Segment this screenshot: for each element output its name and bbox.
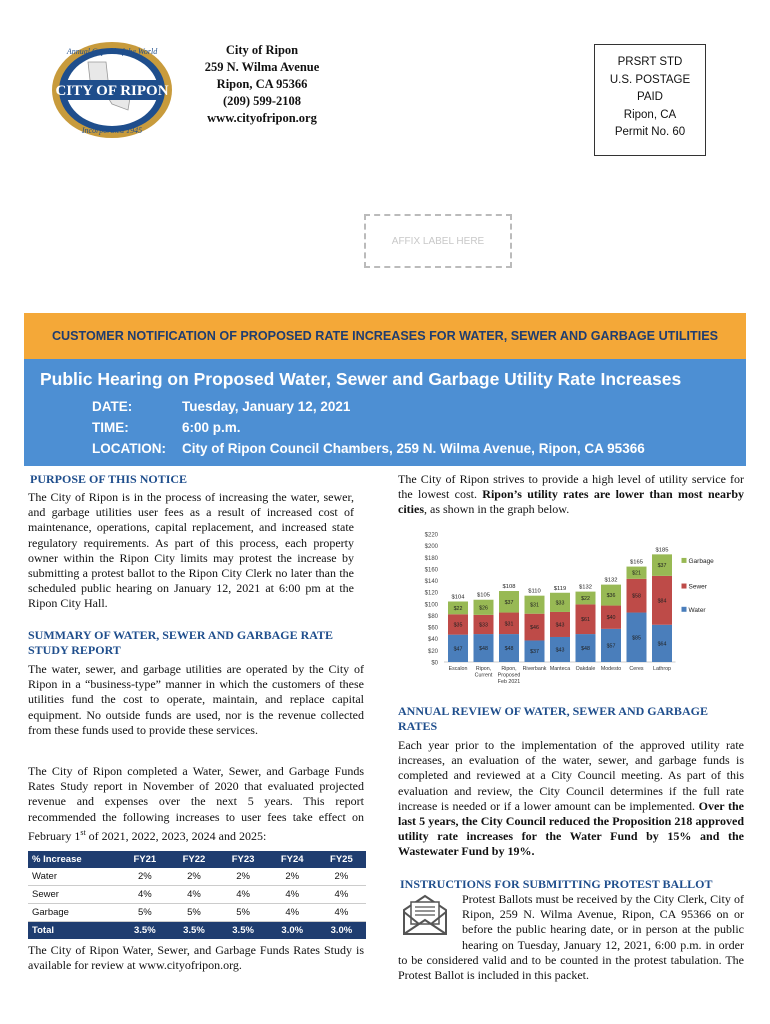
table-cell: 3.0% xyxy=(268,922,317,940)
table-cell: 2% xyxy=(268,868,317,886)
summary-heading: SUMMARY OF WATER, SEWER AND GARBAGE RATE STUDY REPORT xyxy=(28,628,334,657)
segment-data-label: $37 xyxy=(504,599,514,606)
segment-data-label: $22 xyxy=(453,605,463,612)
sender-city: Ripon, CA 95366 xyxy=(216,77,308,91)
segment-data-label: $40 xyxy=(606,615,616,622)
table-row xyxy=(28,868,366,886)
x-tick-label: Modesto xyxy=(600,666,622,672)
hearing-box xyxy=(24,359,746,466)
purpose-heading: PURPOSE OF THIS NOTICE xyxy=(30,472,188,486)
x-tick-label: Ripon, Proposed Feb 2021 xyxy=(497,666,521,685)
segment-data-label: $36 xyxy=(606,593,616,600)
table-cell: Garbage xyxy=(28,904,120,922)
table-cell: 4% xyxy=(317,886,366,904)
total-data-label: $132 xyxy=(604,577,618,584)
study-availability-text: The City of Ripon Water, Sewer, and Garbage Funds Rates Study is available for review at www.cityofripon.org. xyxy=(28,943,364,973)
segment-data-label: $22 xyxy=(581,596,590,602)
table-cell: 5% xyxy=(219,904,268,922)
segment-data-label: $37 xyxy=(657,563,667,570)
segment-data-label: $43 xyxy=(555,647,565,654)
total-data-label: $165 xyxy=(630,559,643,566)
table-header: FY25 xyxy=(317,851,366,868)
postage-line: U.S. POSTAGE xyxy=(609,73,691,86)
table-cell: 4% xyxy=(219,886,268,904)
annual-review-text xyxy=(398,738,744,860)
notification-banner: CUSTOMER NOTIFICATION OF PROPOSED RATE INCREASES FOR WATER, SEWER AND GARBAGE UTILITIES xyxy=(24,313,746,359)
legend-label: Water xyxy=(688,606,706,614)
segment-data-label: $48 xyxy=(581,646,590,653)
segment-data-label: $84 xyxy=(657,598,667,605)
summary-text-2a: The City of Ripon completed a Water, Sewer, and Garbage Funds Rates Study report in November of 2020 that evaluated projected revenue and expenses over the next 5 years. This report recommended the following increases to user fees take effect on February 1 xyxy=(28,764,364,843)
segment-data-label: $85 xyxy=(632,635,641,642)
segment-data-label: $48 xyxy=(504,646,514,653)
sender-street: 259 N. Wilma Avenue xyxy=(204,60,320,74)
table-cell: 4% xyxy=(317,904,366,922)
legend-swatch xyxy=(682,584,687,589)
segment-data-label: $57 xyxy=(606,643,616,650)
y-tick-label: $140 xyxy=(424,579,438,586)
table-cell: 4% xyxy=(120,886,169,904)
y-tick-label: $20 xyxy=(427,648,438,655)
location-value: City of Ripon Council Chambers, 259 N. Wilma Avenue, Ripon, CA 95366 xyxy=(182,441,645,456)
table-cell: 2% xyxy=(219,868,268,886)
table-cell: Total xyxy=(28,922,120,940)
table-total-row xyxy=(28,922,366,940)
table-cell: 3.5% xyxy=(169,922,218,940)
hearing-title: Public Hearing on Proposed Water, Sewer and Garbage Utility Rate Increases xyxy=(40,369,682,389)
table-cell: 2% xyxy=(120,868,169,886)
rate-increase-table xyxy=(28,851,366,939)
legend-label: Garbage xyxy=(688,557,714,565)
table-cell: 3.5% xyxy=(120,922,169,940)
segment-data-label: $21 xyxy=(632,570,641,577)
total-data-label: $185 xyxy=(655,547,669,554)
summary-text-2 xyxy=(28,764,364,844)
date-value: Tuesday, January 12, 2021 xyxy=(182,399,351,414)
legend-swatch xyxy=(682,607,687,612)
total-data-label: $132 xyxy=(579,584,592,591)
table-header: FY23 xyxy=(219,851,268,868)
instructions-text xyxy=(398,892,744,983)
annual-review-heading: ANNUAL REVIEW OF WATER, SEWER AND GARBAGE RATES xyxy=(398,704,708,733)
segment-data-label: $61 xyxy=(581,617,590,624)
intro-text-bold: Ripon’s utility rates are lower than most nearby cities xyxy=(398,487,744,517)
table-row xyxy=(28,886,366,904)
segment-data-label: $31 xyxy=(530,602,539,609)
y-tick-label: $80 xyxy=(427,613,438,620)
hearing-location-row xyxy=(92,441,645,456)
x-tick-label: Ripon, Current xyxy=(474,666,493,679)
segment-data-label: $46 xyxy=(530,625,539,632)
intro-text-a: The City of Ripon strives to provide a high level of utility service for the lowest cost. xyxy=(398,472,744,502)
y-tick-label: $40 xyxy=(427,637,438,644)
table-row xyxy=(28,904,366,922)
segment-data-label: $64 xyxy=(657,641,667,648)
annual-text-a: Each year prior to the implementation of the approved utility rate increases, an evaluation of the water, sewer, and garbage funds is completed and reviewed at a City Council meeting. As part of this evaluation and review, the City Council determines if the full rate increase is needed or if a lower amount can be implemented. xyxy=(398,738,744,813)
table-header: FY22 xyxy=(169,851,218,868)
x-tick-label: Escalon xyxy=(448,666,468,672)
table-header: FY24 xyxy=(268,851,317,868)
table-cell: 2% xyxy=(169,868,218,886)
segment-data-label: $35 xyxy=(453,622,463,629)
affix-label-area: AFFIX LABEL HERE xyxy=(364,214,512,268)
y-tick-label: $60 xyxy=(427,625,438,632)
segment-data-label: $47 xyxy=(453,646,463,653)
segment-data-label: $37 xyxy=(530,649,539,656)
purpose-text: The City of Ripon is in the process of increasing the water, sewer, and garbage utilities user fees as a result of increased cost of maintenance, operations, capital replacement, and increased state regulatory requirements. As part of this process, each property owner within the Ripon City limits may protest the increase by submitting a protest ballot to the Ripon City Clerk no later than the scheduled public hearing on January 12, 2021 at 6:00 pm at the Ripon City Hall. xyxy=(28,490,354,611)
summary-text-1: The water, sewer, and garbage utilities are operated by the City of Ripon in a “business-type” manner in which the customers of these utilities fund the cost to operate, maintain, and replace capital equipment. No outside funds are used, nor is the revenue collected from these funds used to provide these services. xyxy=(28,662,364,737)
table-cell: 5% xyxy=(120,904,169,922)
x-tick-label: Lathrop xyxy=(653,666,671,672)
y-tick-label: $220 xyxy=(424,532,438,539)
x-tick-label: Manteca xyxy=(549,666,571,672)
postage-line: PRSRT STD xyxy=(617,56,683,68)
instructions-heading: INSTRUCTIONS FOR SUBMITTING PROTEST BALLOT xyxy=(400,877,713,891)
legend-swatch xyxy=(682,558,687,563)
table-cell: 2% xyxy=(317,868,366,886)
rate-comparison-chart xyxy=(404,528,744,694)
total-data-label: $104 xyxy=(451,594,465,601)
table-header: % Increase xyxy=(28,851,120,868)
table-cell: 5% xyxy=(169,904,218,922)
time-label: TIME: xyxy=(92,420,129,435)
segment-data-label: $58 xyxy=(632,593,641,600)
total-data-label: $108 xyxy=(502,584,516,591)
y-tick-label: $200 xyxy=(424,544,438,551)
hearing-time-row xyxy=(92,420,241,435)
sender-phone: (209) 599-2108 xyxy=(222,94,302,108)
svg-text:CITY OF RIPON: CITY OF RIPON xyxy=(55,83,169,99)
total-data-label: $119 xyxy=(553,585,567,592)
time-value: 6:00 p.m. xyxy=(182,420,241,435)
segment-data-label: $43 xyxy=(555,622,565,629)
instructions-body: Protest Ballots must be received by the City Clerk, City of Ripon, 259 N. Wilma Avenue, Ripon, CA 95366 on or before the public hearing date, or in person at the public hearing on Tuesday, January 12, 2021, 6:00 p.m. in order to be considered valid and to be counted in the protest tabulation. The Protest Ballot is included in this packet. xyxy=(398,892,744,983)
segment-data-label: $33 xyxy=(555,600,565,607)
table-cell: 4% xyxy=(268,904,317,922)
svg-text:Annual Capital of the World: Annual Capital of the World xyxy=(66,47,158,56)
table-cell: 3.0% xyxy=(317,922,366,940)
summary-text-2b: of 2021, 2022, 2023, 2024 and 2025: xyxy=(85,828,267,843)
intro-text xyxy=(398,472,744,518)
ordinal-suffix: st xyxy=(80,827,86,837)
date-label: DATE: xyxy=(92,399,133,414)
y-tick-label: $0 xyxy=(431,660,438,667)
sender-address xyxy=(180,42,344,127)
legend-label: Sewer xyxy=(688,583,707,591)
table-header: FY21 xyxy=(120,851,169,868)
x-tick-label: Oakdale xyxy=(575,666,596,672)
total-data-label: $105 xyxy=(477,592,490,599)
hearing-date-row xyxy=(92,399,350,414)
postage-line: PAID xyxy=(637,91,663,103)
table-cell: Water xyxy=(28,868,120,886)
city-seal-logo xyxy=(50,40,174,140)
postage-line: Ripon, CA xyxy=(623,108,677,121)
total-data-label: $110 xyxy=(528,588,541,595)
y-tick-label: $120 xyxy=(424,590,438,597)
segment-data-label: $48 xyxy=(479,646,488,653)
svg-text:Incorporated 1945: Incorporated 1945 xyxy=(81,126,143,135)
sender-website: www.cityofripon.org xyxy=(207,111,317,125)
x-tick-label: Ceres xyxy=(629,666,644,672)
table-cell: 4% xyxy=(169,886,218,904)
postage-indicia xyxy=(594,44,706,156)
y-tick-label: $180 xyxy=(424,555,438,562)
annual-text-bold: Over the last 5 years, the City Council reduced the Proposition 218 approved utility rate increases for the Water Fund by 15% and the Wastewater Fund by 19%. xyxy=(398,798,745,859)
intro-text-c: , as shown in the graph below. xyxy=(424,502,570,517)
y-tick-label: $160 xyxy=(424,567,438,574)
table-cell: 3.5% xyxy=(219,922,268,940)
y-tick-label: $100 xyxy=(424,602,438,609)
postage-line: Permit No. 60 xyxy=(614,126,686,138)
segment-data-label: $31 xyxy=(504,621,514,628)
table-cell: 4% xyxy=(268,886,317,904)
table-cell: Sewer xyxy=(28,886,120,904)
sender-name: City of Ripon xyxy=(225,43,299,57)
location-label: LOCATION: xyxy=(92,441,166,456)
segment-data-label: $33 xyxy=(479,622,488,629)
segment-data-label: $26 xyxy=(479,605,488,612)
x-tick-label: Riverbank xyxy=(522,666,547,672)
